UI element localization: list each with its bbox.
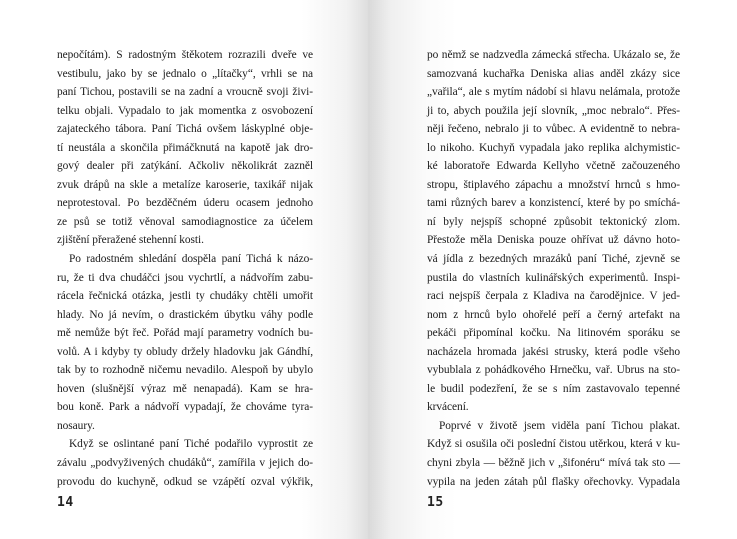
text-line: gový dealer při zatýkání. Ačkoliv několikrát zazněl	[57, 160, 313, 173]
text-line: tak by to rozhodně ničemu nevadilo. Alespoň by ubylo	[57, 364, 313, 377]
text-line: vybublala z pohádkového Hrnečku, vař. Ubrus na sto-	[427, 364, 680, 377]
text-line: nacházela hromada jakési strusky, která podle všeho	[427, 345, 680, 358]
text-line: vypila na jeden zátah půl flašky ořechovky. Vypadala	[427, 475, 680, 488]
text-line: Když si osušila oči poslední čistou utěrkou, která v ku-	[427, 438, 680, 451]
text-line: hoven (slušnější výraz mě nenapadá). Kam se hra-	[57, 382, 313, 395]
text-line: ké laboratoře Edwarda Kellyho včetně začouzeného	[427, 160, 680, 173]
text-line: hlady. No já nevím, o drastickém úbytku váhy podle	[57, 308, 313, 321]
text-line: vá jídla z bezedných mrazáků paní Tiché, zjevně se	[427, 253, 680, 266]
text-line: pekáči připomínal kočku. Na litinovém sporáku se	[427, 327, 680, 340]
text-line: Přestože měla Deniska pouze ohřívat už dávno hoto-	[427, 234, 680, 247]
text-line: samozvaná kuchařka Deniska alias anděl zkázy sice	[427, 67, 680, 80]
left-page-number: 14	[57, 495, 74, 510]
text-line: chyni zbyla — běžně jich v „šifonéru“ mívá tak sto —	[427, 457, 680, 470]
text-line: nepočítám). S radostným štěkotem rozrazili dveře ve	[57, 49, 313, 61]
text-line: le budil podezření, že se s ním zastavovalo tepenné	[427, 382, 680, 395]
text-line: závalu „podvyživených chudáků“, zamířila v jejich do-	[57, 457, 313, 470]
text-line: nom z hrnců bylo ohořelé peří a černý artefakt na	[427, 308, 680, 321]
text-line: vestibulu, jako by se jednalo o „lítačky“, vrhli se na	[57, 67, 313, 80]
text-line: bou koně. Park a nádvoří vypadají, že chováme tyra-	[57, 401, 313, 414]
text-line: provodu do kuchyně, odkud se vzápětí ozval výkřik,	[57, 475, 313, 488]
text-line: pustila do vlastních kulinářských experimentů. Inspi-	[427, 271, 680, 284]
text-line: Po radostném shledání dospěla paní Tichá k názo-	[69, 253, 313, 266]
text-line: paní Tichou, postavili se na zadní a vroucně svoji živi-	[57, 86, 313, 99]
left-page-text	[57, 46, 313, 491]
text-line: ze psů se totiž věnoval samodiagnostice za účelem	[57, 215, 313, 228]
text-line: krvácení.	[427, 401, 469, 414]
text-line: zjištění přeražené stehenní kosti.	[57, 234, 204, 247]
text-line: raci nejspíš čerpala z Kladiva na čarodějnice. V jed-	[427, 290, 680, 303]
text-line: telku objali. Vypadalo to jak momentka z osvobození	[57, 104, 313, 117]
text-line: Když se oslintané paní Tiché podařilo vyprostit ze	[69, 438, 313, 451]
text-line: volů. A i kdyby ty obludy držely hladovku jak Gándhí,	[57, 345, 313, 358]
text-line: rácela řečnická otázka, jestli ty chudáky chtěli umořit	[57, 290, 313, 303]
text-line: nosaury.	[57, 419, 95, 432]
left-page	[0, 0, 368, 539]
text-line: zvuk drápů na skle a metalíze karoserie, taxikář nijak	[57, 178, 313, 191]
text-line: tí neustála a skončila přimáčknutá na kapotě jak dro-	[57, 141, 313, 154]
text-line: ní byly nejspíš schopné způsobit tektonický zlom.	[427, 215, 680, 228]
text-line: neprotestoval. Po bezděčném úderu ocasem jednoho	[57, 197, 313, 210]
text-line: „vařila“, ale s mytím nádobí si hlavu nelámala, protože	[427, 86, 680, 99]
text-line: ji to, abych použila její slovník, „moc nebralo“. Přes-	[427, 104, 680, 117]
text-line: lo nikoho. Kuchyň vypadala jako replika alchymistic-	[427, 141, 680, 154]
text-line: Poprvé v životě jsem viděla paní Tichou plakat.	[439, 419, 680, 432]
text-line: tami různých barev a konzistencí, které by po smíchá-	[427, 197, 680, 210]
right-page-text	[427, 46, 680, 491]
text-line: ru, že ti dva chudáčci jsou vychrtlí, a nádvořím zabu-	[57, 271, 313, 284]
right-page-number: 15	[427, 495, 444, 510]
text-line: zajateckého tábora. Paní Tichá ovšem láskyplné obje-	[57, 123, 313, 136]
text-line: něji řečeno, nebralo ji to vůbec. A evidentně to nebra-	[427, 123, 680, 136]
text-line: mě nemůže být řeč. Pořád mají parametry vodních bu-	[57, 327, 313, 340]
text-line: po němž se nadzvedla zámecká střecha. Ukázalo se, že	[427, 49, 680, 61]
text-line: stropu, štiplavého zápachu a množství hrnců s hmo-	[427, 178, 680, 191]
right-page	[368, 0, 737, 539]
